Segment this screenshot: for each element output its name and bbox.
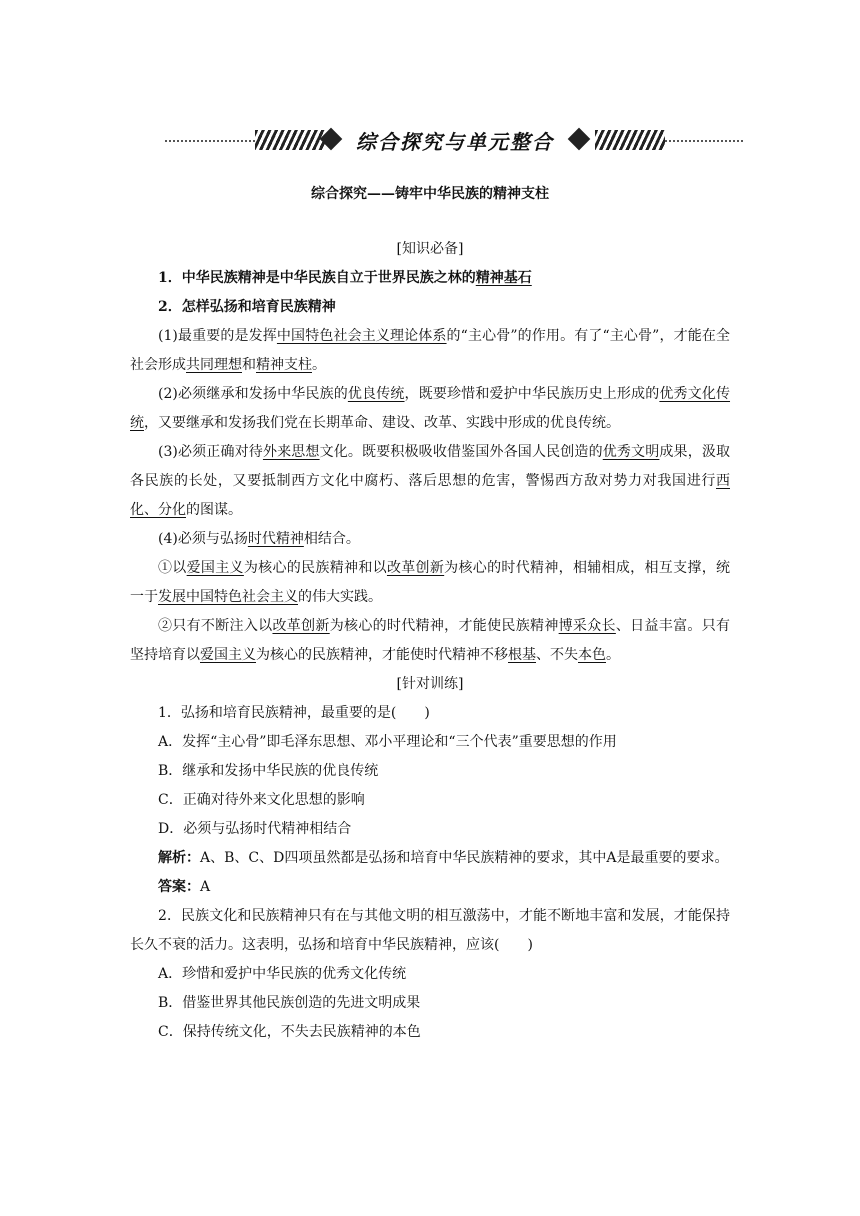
banner-diamond-right-icon	[568, 128, 591, 151]
banner-stripes-right	[595, 130, 665, 150]
knowledge-point-2: 2．怎样弘扬和培育民族精神	[158, 299, 336, 315]
text-span: 的“主心骨”的作用。有了“主心骨”，才能在全社会形成	[130, 328, 730, 373]
key-term: 博采众长	[558, 618, 616, 634]
text-span: 为核心的民族精神，才能使时代精神不移	[256, 647, 508, 663]
text-span: 为核心的时代精神，相辅相成，相互支撑，统一于	[130, 560, 731, 605]
knowledge-point-2-2	[130, 380, 730, 438]
text-span: 。	[606, 647, 620, 663]
text-span: 为核心的民族精神和以	[243, 560, 387, 576]
question-1-option-d: D．必须与弘扬时代精神相结合	[158, 821, 352, 837]
knowledge-point-2-4-a	[130, 554, 730, 612]
text-span: 和	[242, 357, 256, 373]
key-term: 精神支柱	[256, 357, 312, 373]
text-span: 的伟大实践。	[298, 589, 382, 605]
banner-stripes-left	[255, 130, 325, 150]
key-term: 根基	[508, 647, 536, 663]
question-1-option-c: C．正确对待外来文化思想的影响	[158, 792, 365, 808]
text-span: ，既要珍惜和爱护中华民族历史上形成的	[404, 386, 660, 402]
knowledge-point-2-3	[130, 438, 730, 525]
text-span: 、日益丰富。只有坚持培育以	[130, 618, 731, 663]
text-span: 的图谋。	[186, 502, 242, 518]
text-span: (1)最重要的是发挥	[158, 328, 277, 344]
knowledge-point-2-4-b	[130, 612, 730, 670]
key-term: 优良传统	[347, 386, 405, 402]
question-1-option-b: B．继承和发扬中华民族的优良传统	[158, 763, 379, 779]
text-span: (2)必须继承和发扬中华民族的	[158, 386, 348, 402]
text-span: 1．	[158, 270, 182, 286]
banner-dotted-line-right	[665, 140, 743, 142]
key-term: 中国特色社会主义理论体系	[276, 328, 447, 344]
text-span: (3)必须正确对待	[158, 444, 263, 460]
analysis-text: A、B、C、D四项虽然都是弘扬和培育中华民族精神的要求，其中A是最重要的要求。	[200, 850, 729, 866]
question-2-option-a: A．珍惜和爱护中华民族的优秀文化传统	[158, 966, 407, 982]
text-span: 。	[312, 357, 326, 373]
question-2-option-b: B．借鉴世界其他民族创造的先进文明成果	[158, 995, 421, 1011]
knowledge-point-1	[130, 264, 730, 293]
text-span: 相结合。	[303, 531, 360, 547]
text-span: 成果，汲取各民族的长处，又要抵制西方文化中腐朽、落后思想的危害，警惕西方敌对势力对我国进行	[130, 444, 731, 489]
training-heading: [针对训练]	[396, 676, 464, 692]
question-2-option-c: C．保持传统文化，不失去民族精神的本色	[158, 1024, 421, 1040]
answer-value: A	[200, 879, 211, 895]
text-span: (4)必须与弘扬	[158, 531, 248, 547]
key-term: 西化、分化	[130, 473, 730, 518]
text-span: 为核心的时代精神，才能使民族精神	[329, 618, 559, 634]
analysis-label: 解析：	[158, 850, 200, 866]
text-span: ，又要继承和发扬我们党在长期革命、建设、改革、实践中形成的优良传统。	[144, 415, 620, 431]
key-term: 爱国主义	[200, 647, 256, 663]
key-term: 优秀文明	[602, 444, 660, 460]
key-term: 改革创新	[386, 560, 445, 576]
page-subtitle: 综合探究——铸牢中华民族的精神支柱	[311, 186, 549, 202]
key-term: 优秀文化传统	[130, 386, 731, 431]
document-body	[130, 180, 730, 1047]
key-term: 本色	[578, 647, 606, 663]
question-1-analysis	[130, 844, 730, 873]
knowledge-heading: [知识必备]	[396, 241, 464, 257]
banner-title: 综合探究与单元整合	[356, 130, 554, 154]
text-span: ②只有不断注入以	[158, 618, 273, 634]
key-term: 精神基石	[475, 270, 532, 286]
knowledge-point-2-1	[130, 322, 730, 380]
question-1-stem: 1．弘扬和培育民族精神，最重要的是( )	[158, 705, 430, 721]
text-span: 文化。既要积极吸收借鉴国外各国人民创造的	[319, 444, 603, 460]
key-term: 发展中国特色社会主义	[158, 589, 298, 605]
question-1-option-a: A．发挥“主心骨”即毛泽东思想、邓小平理论和“三个代表”重要思想的作用	[158, 734, 617, 750]
question-2-stem: 2．民族文化和民族精神只有在与其他文明的相互激荡中，才能不断地丰富和发展，才能保持长久不衰的活力。这表明，弘扬和培育中华民族精神，应该( )	[130, 908, 730, 953]
key-term: 共同理想	[186, 357, 242, 373]
key-term: 爱国主义	[186, 560, 244, 576]
text-span: 、不失	[536, 647, 578, 663]
banner-dotted-line-left	[165, 140, 255, 142]
text-span: 中华民族精神是中华民族自立于世界民族之林的	[181, 270, 476, 286]
text-span: ①以	[158, 560, 187, 576]
answer-label: 答案：	[158, 879, 200, 895]
key-term: 改革创新	[272, 618, 330, 634]
question-1-answer	[130, 873, 730, 902]
knowledge-point-2-4	[130, 525, 730, 554]
key-term: 外来思想	[262, 444, 320, 460]
section-banner	[165, 128, 745, 154]
key-term: 时代精神	[247, 531, 304, 547]
